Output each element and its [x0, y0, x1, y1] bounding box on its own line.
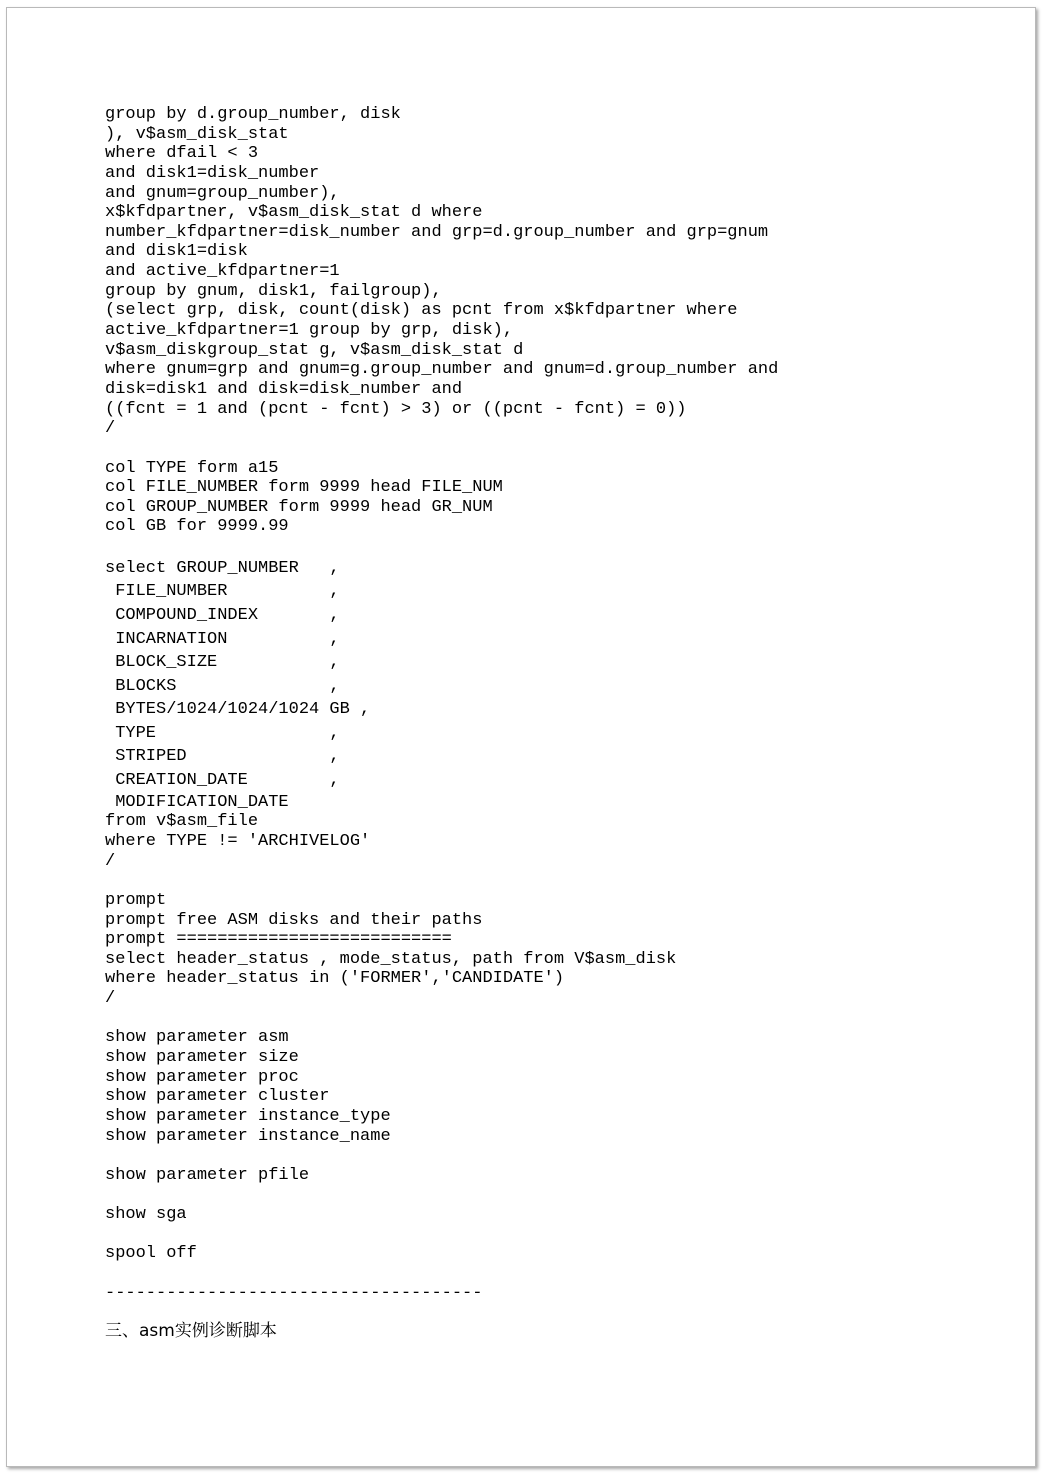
blank-line — [105, 1185, 1005, 1205]
document-page — [6, 7, 1036, 1467]
code-line: BYTES/1024/1024/1024 GB , — [105, 700, 371, 720]
blank-line — [105, 1146, 1005, 1166]
code-line: and disk1=disk_number — [105, 163, 320, 183]
sql-asm-file-query — [105, 557, 1005, 872]
code-line: show parameter pfile — [105, 1165, 310, 1185]
code-line: show parameter size — [105, 1048, 299, 1067]
code-line: select GROUP_NUMBER , — [105, 558, 340, 578]
code-line: spool off — [105, 1244, 197, 1264]
blank-line — [105, 1264, 1005, 1284]
code-line: show parameter cluster — [105, 1087, 330, 1107]
code-line: prompt =========================== — [105, 930, 452, 950]
code-line: FILE_NUMBER , — [105, 582, 340, 602]
code-line: where header_status in ('FORMER','CANDIDATE') — [105, 969, 565, 989]
code-line: and active_kfdpartner=1 — [105, 262, 340, 282]
code-line: prompt — [105, 890, 167, 910]
code-line: disk=disk1 and disk=disk_number and — [105, 379, 463, 399]
code-line: col TYPE form a15 — [105, 458, 279, 478]
code-line: active_kfdpartner=1 group by grp, disk), — [105, 321, 514, 341]
code-line: BLOCK_SIZE , — [105, 653, 340, 673]
code-line: BLOCKS , — [105, 676, 340, 696]
code-line: show parameter asm — [105, 1028, 289, 1048]
code-line: number_kfdpartner=disk_number and grp=d.group_number and grp=gnum — [105, 222, 769, 242]
code-line: COMPOUND_INDEX , — [105, 605, 340, 625]
code-line: and disk1=disk — [105, 242, 248, 262]
blank-line — [105, 537, 1005, 557]
code-line: show parameter proc — [105, 1067, 299, 1087]
free-disks-query — [105, 891, 1005, 1009]
show-parameter-commands — [105, 1028, 1005, 1146]
code-line: from v$asm_file — [105, 812, 259, 832]
code-line: ), v$asm_disk_stat — [105, 124, 289, 144]
code-line: where TYPE != 'ARCHIVELOG' — [105, 831, 371, 851]
code-line: / — [105, 989, 116, 1009]
section-heading: 三、asm实例诊断脚本 — [105, 1321, 277, 1342]
code-line: where gnum=grp and gnum=g.group_number and gnum=d.group_number and — [105, 360, 779, 380]
code-line: col FILE_NUMBER form 9999 head FILE_NUM — [105, 478, 503, 498]
code-line: col GROUP_NUMBER form 9999 head GR_NUM — [105, 497, 493, 517]
blank-line — [105, 1009, 1005, 1029]
code-line: / — [105, 419, 116, 439]
code-line: ((fcnt = 1 and (pcnt - fcnt) > 3) or ((pcnt - fcnt) = 0)) — [105, 399, 687, 419]
separator-line: ------------------------------------- — [105, 1283, 483, 1303]
code-line: select header_status , mode_status, path from V$asm_disk — [105, 949, 677, 969]
code-listing — [105, 105, 1005, 1341]
code-line: v$asm_diskgroup_stat g, v$asm_disk_stat d — [105, 340, 524, 360]
code-line: col GB for 9999.99 — [105, 517, 289, 537]
column-format-commands — [105, 459, 1005, 538]
code-line: group by d.group_number, disk — [105, 105, 401, 124]
code-line: where dfail < 3 — [105, 144, 259, 164]
blank-line — [105, 439, 1005, 459]
code-line: show parameter instance_type — [105, 1106, 391, 1126]
code-line: (select grp, disk, count(disk) as pcnt from x$kfdpartner where — [105, 301, 738, 321]
code-line: show sga — [105, 1205, 187, 1225]
code-line: prompt free ASM disks and their paths — [105, 910, 483, 930]
code-line: / — [105, 851, 116, 871]
code-line: TYPE , — [105, 723, 340, 743]
blank-line — [105, 1225, 1005, 1245]
code-line: show parameter instance_name — [105, 1126, 391, 1146]
code-line: CREATION_DATE , — [105, 771, 340, 791]
code-line: INCARNATION , — [105, 629, 340, 649]
code-line: STRIPED , — [105, 747, 340, 767]
code-line: and gnum=group_number), — [105, 183, 340, 203]
code-line: MODIFICATION_DATE — [105, 792, 289, 812]
code-line: group by gnum, disk1, failgroup), — [105, 281, 442, 301]
sql-partner-query — [105, 105, 1005, 439]
code-line: x$kfdpartner, v$asm_disk_stat d where — [105, 203, 483, 223]
blank-line — [105, 871, 1005, 891]
